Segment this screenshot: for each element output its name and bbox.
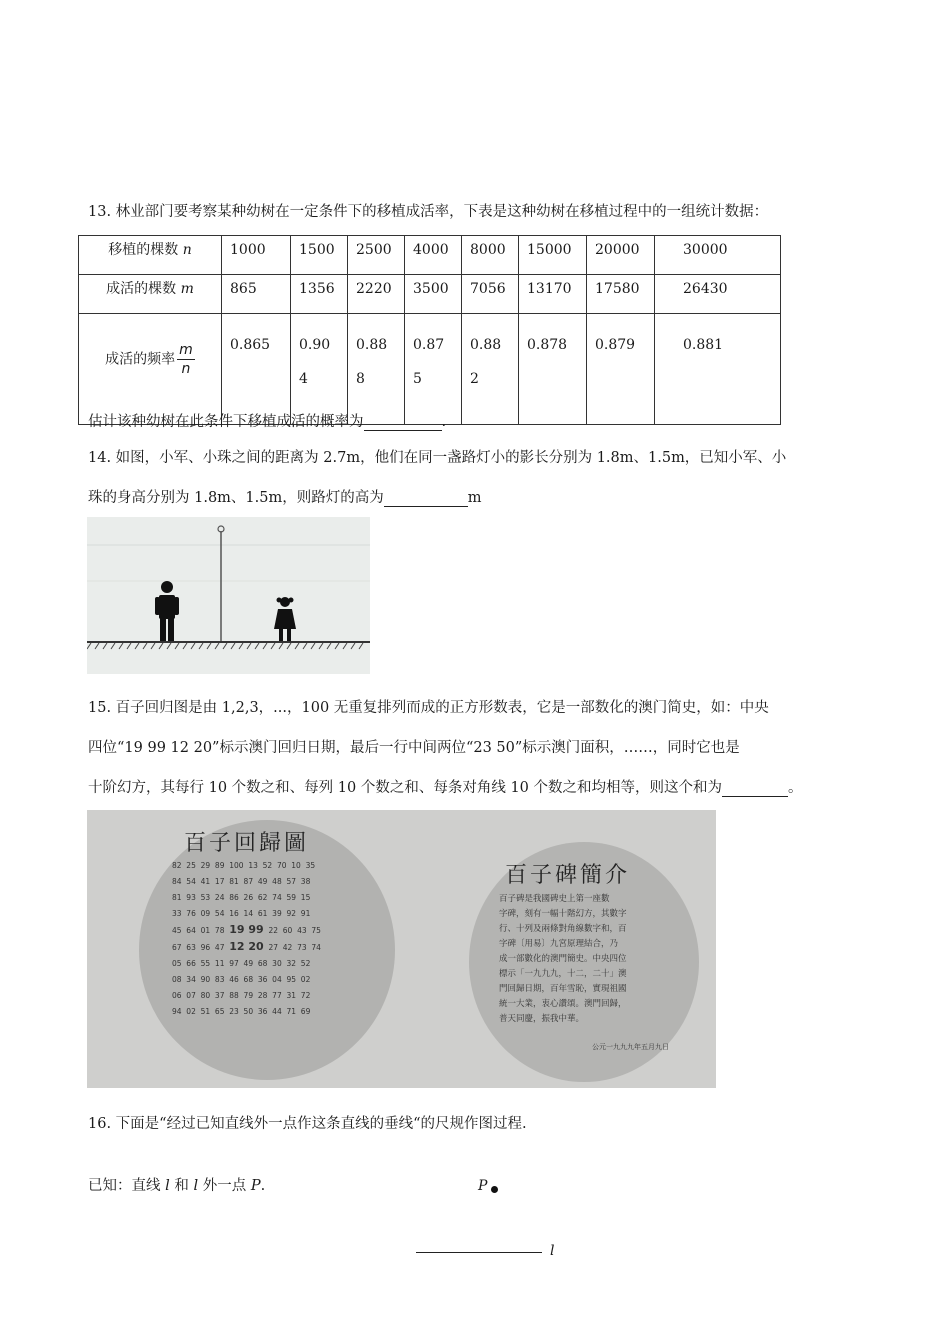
magic-square-row: 33 76 09 54 16 14 61 39 92 91: [172, 909, 311, 918]
freq-value: 0.87 5: [405, 314, 462, 425]
n-value: 1500: [291, 236, 348, 275]
freq-value: 0.90 4: [291, 314, 348, 425]
intro-text-line: 標示「一九九九，十二，二十」澳: [499, 969, 627, 979]
table-row-freq: [79, 314, 781, 425]
freq-value: 0.88 2: [462, 314, 519, 425]
freq-value: 0.881: [655, 314, 781, 425]
m-value: 26430: [655, 275, 781, 314]
intro-text-block: [499, 892, 627, 1027]
answer-blank: [364, 414, 442, 431]
intro-text-line: 行、十列及兩條對角線數字和，百: [499, 924, 627, 934]
table-row-m: [79, 275, 781, 314]
magic-square-row: 82 25 29 89 100 13 52 70 10 35: [172, 861, 316, 870]
n-value: 2500: [348, 236, 405, 275]
stats-table: [78, 235, 781, 425]
m-value: 13170: [519, 275, 587, 314]
q13-text: 13. 林业部门要考察某种幼树在一定条件下的移植成活率，下表是这种幼树在移植过程中的一组统计数据：: [88, 204, 769, 220]
q14-line2: 珠的身高分别为 1.8m、1.5m，则路灯的高为 m: [88, 490, 482, 506]
freq-value: 0.878: [519, 314, 587, 425]
intro-text-line: 字碑，刻有一幅十階幻方，其數字: [499, 909, 627, 919]
magic-square-row: 94 02 51 65 23 50 36 44 71 69: [172, 1007, 311, 1016]
line-l-label: l: [550, 1243, 555, 1259]
streetlight-figure: [87, 517, 370, 674]
magic-square-row: 67 63 96 47 12 20 27 42 73 74: [172, 940, 321, 953]
intro-text-line: 成一部數化的澳門簡史。中央四位: [499, 954, 627, 964]
n-value: 1000: [222, 236, 291, 275]
freq-value: 0.88 8: [348, 314, 405, 425]
intro-text-line: 門回歸日期，百年雪恥，實現祖國: [499, 984, 627, 994]
right-disc-title: 百子碑簡介: [505, 863, 631, 888]
freq-value: 0.879: [587, 314, 655, 425]
intro-text-line: 統一大業，衷心讚頌。澳門回歸，: [499, 999, 627, 1009]
n-value: 30000: [655, 236, 781, 275]
freq-value: 0.865: [222, 314, 291, 425]
q15-line3: 十阶幻方，其每行 10 个数之和、每列 10 个数之和、每条对角线 10 个数之和均相等，则这个和为 。: [88, 780, 803, 796]
row-label-freq: 成活的频率 $\frac{m}{n}$: [79, 314, 222, 425]
n-value: 20000: [587, 236, 655, 275]
m-value: 7056: [462, 275, 519, 314]
intro-text-line: 字碑〔用易〕九宮原理結合，乃: [499, 939, 619, 949]
intro-text-line: 百子碑是我國碑史上第一座數: [499, 894, 610, 904]
magic-square-grid: [172, 860, 321, 1022]
q15-line2: 四位“19 99 12 20”标示澳门回归日期，最后一行中间两位“23 50”标示澳门面积，……，同时它也是: [88, 740, 740, 756]
line-l: [416, 1252, 542, 1253]
q13-question: 估计该种幼树在此条件下移植成活的概率为 .: [88, 414, 447, 430]
q15-line1: 15. 百子回归图是由 1,2,3，...，100 无重复排列而成的正方形数表，它是一部数化的澳门简史，如：中央: [88, 700, 769, 716]
n-value: 8000: [462, 236, 519, 275]
streetlight-illustration: [87, 517, 370, 674]
table-row-n: [79, 236, 781, 275]
n-value: 4000: [405, 236, 462, 275]
m-value: 865: [222, 275, 291, 314]
row-label-m: 成活的棵数 m: [79, 275, 222, 314]
q16-known: 已知：直线 l 和 l 外一点 P.: [88, 1178, 266, 1194]
m-value: 3500: [405, 275, 462, 314]
magic-square-photo: [87, 810, 716, 1088]
q14-line1: 14. 如图，小军、小珠之间的距离为 2.7m，他们在同一盏路灯小的影长分别为 1.8m、1.5m，已知小军、小: [88, 450, 787, 466]
m-value: 1356: [291, 275, 348, 314]
point-p-dot: [491, 1186, 498, 1193]
q16-line1: 16. 下面是“经过已知直线外一点作这条直线的垂线“的尺规作图过程.: [88, 1116, 527, 1132]
left-disc-title: 百子回歸圖: [184, 831, 310, 856]
magic-square-row: 08 34 90 83 46 68 36 04 95 02: [172, 975, 311, 984]
magic-square-row: 06 07 80 37 88 79 28 77 31 72: [172, 991, 311, 1000]
intro-text-line: 普天同慶，振我中華。: [499, 1014, 585, 1024]
n-value: 15000: [519, 236, 587, 275]
row-label-n: 移植的棵数 n: [79, 236, 222, 275]
magic-square-row: 84 54 41 17 81 87 49 48 57 38: [172, 877, 311, 886]
m-value: 17580: [587, 275, 655, 314]
fraction-m-over-n: $\frac{m}{n}$: [179, 341, 193, 377]
m-value: 2220: [348, 275, 405, 314]
answer-blank: [384, 490, 468, 507]
magic-square-row: 45 64 01 78 19 99 22 60 43 75: [172, 923, 321, 936]
intro-date: 公元一九九九年五月九日: [592, 1043, 669, 1051]
point-p-label: P: [478, 1178, 488, 1194]
magic-square-row: 81 93 53 24 86 26 62 74 59 15: [172, 893, 311, 902]
magic-square-row: 05 66 55 11 97 49 68 30 32 52: [172, 959, 311, 968]
answer-blank: [722, 780, 788, 797]
